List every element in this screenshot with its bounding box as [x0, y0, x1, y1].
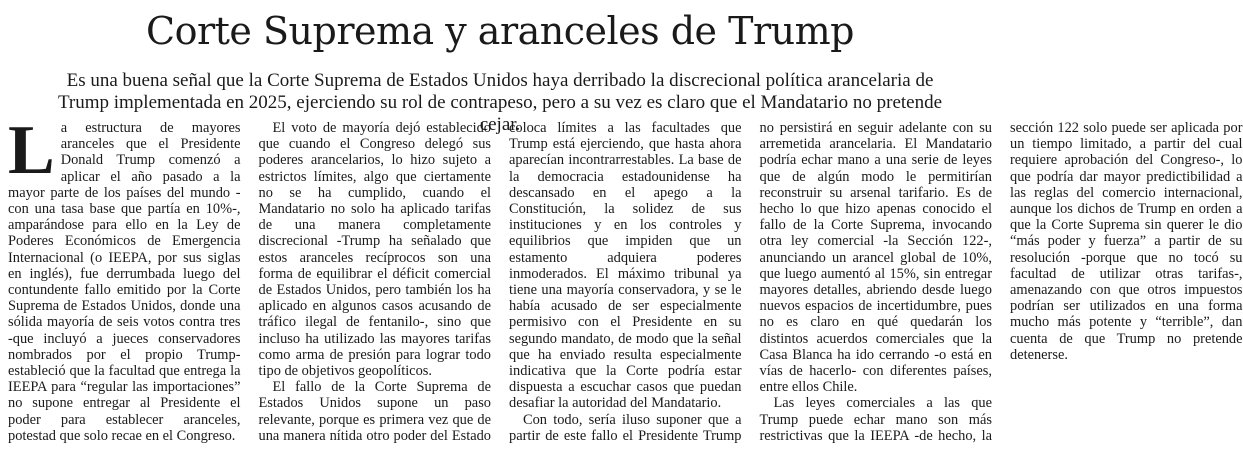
article-headline: Corte Suprema y aranceles de Trump [146, 9, 854, 53]
body-paragraph-3: El fallo de la Corte Suprema de Estados Unidos supone un paso relevante, porque es primera vez que de una manera nítida otro poder del Estado coloca límites a las facultades que Trump está ejerciendo, que hasta ahora aparecían incontrarrestables. La base de la democracia estadounidense ha descansado en el apego a la Constitución, la solidez de sus instituciones y en los controles y equilibrios que impiden que un estamento adquiera poderes inmoderados. El máximo tribunal ya tiene una mayoría conservadora, y se le había acusado de ser especialmente permisivo con el Presidente en su segundo mandato, de modo que la señal que ha enviado resulta especialmente indicativa que la Corte podría estar dispuesta a escuchar casos que puedan desafiar la autoridad del Mandatario. [258, 120, 742, 444]
article-body [8, 112, 1243, 445]
body-paragraph-5: Las leyes comerciales a las que Trump puede echar mano son más restrictivas que la IEEPA -de hecho, la sección 122 solo puede ser aplicada por un tiempo limitado, a partir del cual requiere aprobación del Congreso-, lo que podría dar mayor predictibilidad a las reglas del comercio internacional, aunque los dichos de Trump en orden a que la Corte Suprema sin querer le dio “más poder y fuerza” a partir de su resolución -porque que no tocó su facultad de utilizar otras tarifas-, amenazando con que otros impuestos podrían ser utilizados en una forma mucho más potente y “terrible”, dan cuenta de que Trump no pretende detenerse. [759, 120, 1243, 444]
body-paragraph-2: El voto de mayoría dejó establecido que cuando el Congreso delegó sus poderes arancelarios, lo hizo sujeto a estrictos límites, algo que ciertamente no se ha cumplido, cuando el Mandatario no solo ha aplicado tarifas de una manera completamente discrecional -Trump ha señalado que estos aranceles recíprocos son una forma de equilibrar el déficit comercial de Estados Unidos, pero también los ha aplicado en algunos casos acusando de tráfico ilegal de fentanilo-, sino que incluso ha utilizado las mayores tarifas como arma de presión para lograr todo tipo de objetivos geopolíticos. [258, 120, 491, 380]
drop-cap: L [8, 112, 55, 189]
body-paragraph-1 [8, 112, 241, 444]
body-paragraph-4: Con todo, sería iluso suponer que a partir de este fallo el Presidente Trump no persistirá en seguir adelante con su arremetida arancelaria. El Mandatario podría echar mano a una serie de leyes que de algún modo le permitirían reconstruir su arsenal tarifario. Es de hecho lo que hizo apenas conocido el fallo de la Corte Suprema, invocando otra ley comercial -la Sección 122-, anunciando un arancel global de 10%, que luego aumentó al 15%, sin entregar mayores detalles, abriendo desde luego nuevos espacios de incertidumbre, pues no es claro en qué quedarán los distintos acuerdos comerciales que la Casa Blanca ha ido cerrando -o está en vías de hacerlo- con diferentes países, entre ellos Chile. [509, 120, 992, 444]
body-paragraph-1-text: a estructura de mayores aranceles que el Presidente Donald Trump comenzó a aplicar el año pasado a la mayor parte de los países del mundo -con una tasa base que partía en 10%-, amparándose para ello en la Ley de Poderes Económicos de Emergencia Internacional (o IEEPA, por sus siglas en inglés), fue derrumbada luego del contundente fallo emitido por la Corte Suprema de Estados Unidos, donde una sólida mayoría de seis votos contra tres -que incluyó a jueces conservadores nombrados por el propio Trump- estableció que la facultad que entrega la IEEPA para “regular las importaciones” no supone entregar al Presidente el poder para establecer aranceles, potestad que solo recae en el Congreso. [8, 120, 241, 444]
article-deck: Es una buena señal que la Corte Suprema de Estados Unidos haya derribado la discrecional política arancelaria de Trump implementada en 2025, ejerciendo su rol de contrapeso, pero a su vez es claro que el Mandatario no pretende cejar. [57, 70, 943, 135]
